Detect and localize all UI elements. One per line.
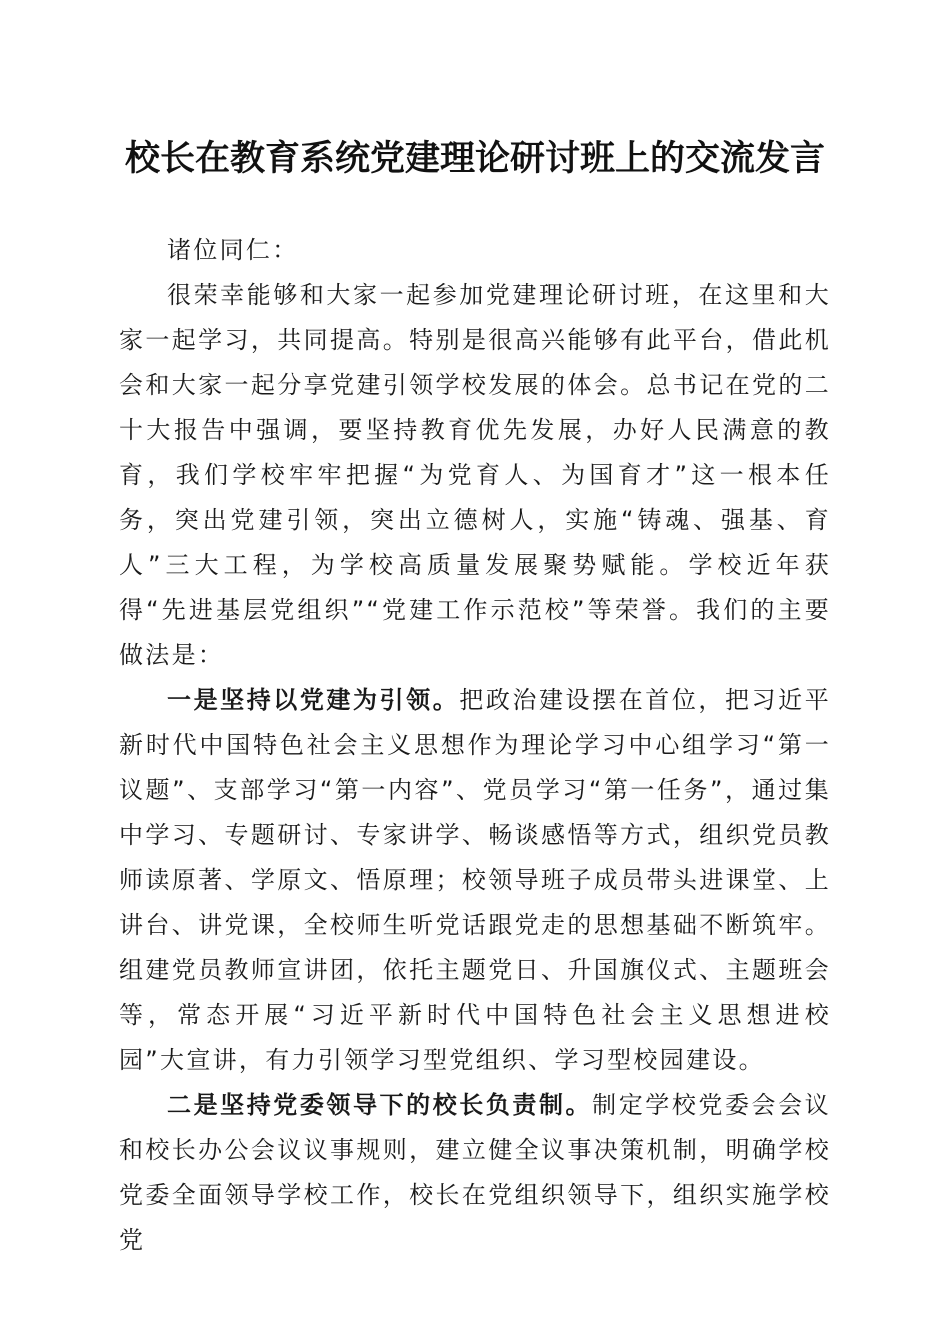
- document-title: 校长在教育系统党建理论研讨班上的交流发言: [124, 138, 825, 179]
- paragraph-point-one: [119, 678, 831, 1083]
- paragraph-text: 很荣幸能够和大家一起参加党建理论研讨班，在这里和大家一起学习，共同提高。特别是很高兴能够有此平台，借此机会和大家一起分享党建引领学校发展的体会。总书记在党的二十大报告中强调，要坚持教育优先发展，办好人民满意的教育，我们学校牢牢把握“为党育人、为国育才”这一根本任务，突出党建引领，突出立德树人，实施“铸魂、强基、育人”三大工程，为学校高质量发展聚势赋能。学校近年获得“先进基层党组织”“党建工作示范校”等荣誉。我们的主要做法是：: [119, 281, 831, 669]
- paragraph-point-two: [119, 1083, 831, 1263]
- paragraph-lead: 二是坚持党委领导下的校长负责制。: [167, 1091, 593, 1119]
- paragraph-intro: [119, 273, 831, 678]
- paragraph-text: 制定学校党委会会议和校长办公会议议事规则，建立健全议事决策机制，明确学校党委全面领导学校工作，校长在党组织领导下，组织实施学校党: [119, 1091, 831, 1254]
- paragraph-text: 把政治建设摆在首位，把习近平新时代中国特色社会主义思想作为理论学习中心组学习“第一议题”、支部学习“第一内容”、党员学习“第一任务”，通过集中学习、专题研讨、专家讲学、畅谈感悟等方式，组织党员教师读原著、学原文、悟原理；校领导班子成员带头进课堂、上讲台、讲党课，全校师生听党话跟党走的思想基础不断筑牢。组建党员教师宣讲团，依托主题党日、升国旗仪式、主题班会等，常态开展“习近平新时代中国特色社会主义思想进校园”大宣讲，有力引领学习型党组织、学习型校园建设。: [119, 686, 831, 1074]
- document-body: [119, 228, 831, 1263]
- paragraph-lead: 一是坚持以党建为引领。: [167, 686, 460, 714]
- salutation: 诸位同仁：: [167, 236, 299, 264]
